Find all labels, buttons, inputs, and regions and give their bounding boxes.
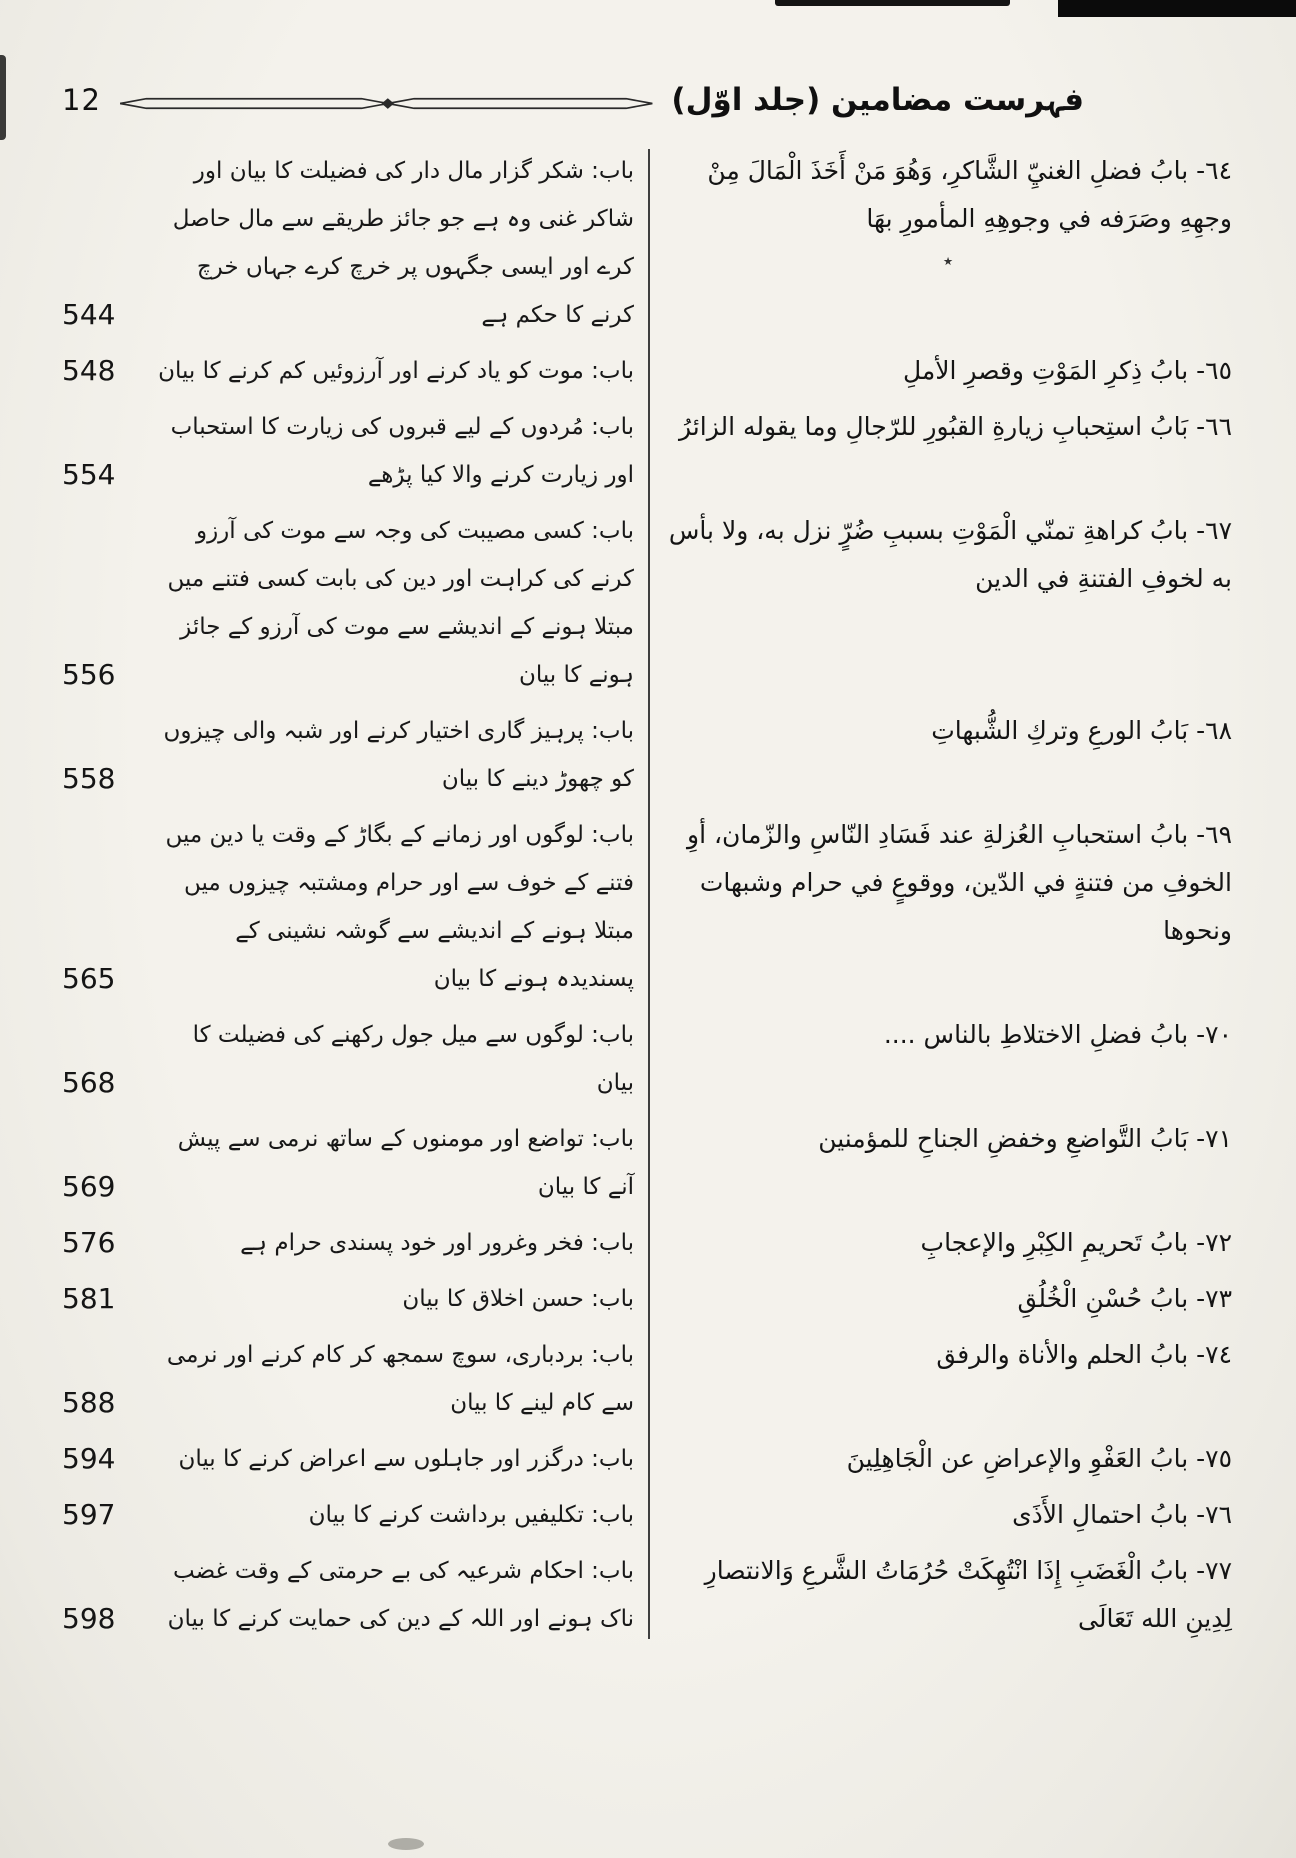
entry-page-number: 598 [62, 1602, 116, 1636]
entry-urdu-cell [56, 811, 648, 1003]
entry-arabic-cell [648, 1331, 1240, 1379]
entry-urdu-cell [56, 707, 648, 803]
entry-arabic-cell [648, 147, 1240, 275]
entry-page-number: 581 [62, 1282, 116, 1316]
entry-arabic-cell [648, 347, 1240, 395]
entry-arabic-cell [648, 1011, 1240, 1059]
header-ornament-rule [117, 95, 656, 112]
entry-arabic-cell [648, 403, 1240, 451]
entry-urdu-text: باب: درگزر اور جاہلوں سے اعراض کرنے کا بیان [178, 1446, 634, 1473]
entry-arabic-cell [648, 1115, 1240, 1163]
entry-urdu-cell [56, 1011, 648, 1107]
entry-urdu-text: باب: احکام شرعیہ کی بے حرمتی کے وقت غضب ناک ہونے اور اللہ کے دین کی حمایت کرنے کا بیان [167, 1558, 634, 1633]
entry-page-number: 548 [62, 354, 116, 388]
asterisk-mark: ٭ [942, 250, 954, 273]
entry-arabic-title: ٦٨- بَابُ الورعِ وتركِ الشُّبهاتِ [931, 716, 1232, 746]
entry-arabic-title: ٦٤- بابُ فضلِ الغنيِّ الشَّاكرِ، وَهُوَ مَنْ أَخَذَ الْمَالَ مِنْ وجهِهِ وصَرَفه في وجوهِهِ المأمورِ بهَا [707, 156, 1232, 234]
entry-arabic-cell [648, 507, 1240, 603]
entry-arabic-title: ٧٢- بابُ تَحريمِ الكِبْرِ والإعجابِ [920, 1228, 1232, 1258]
entry-page-number: 576 [62, 1226, 116, 1260]
entry-urdu-cell [56, 507, 648, 699]
entry-arabic-title: ٧٥- بابُ العَفْوِ والإعراضِ عن الْجَاهِلِينَ [846, 1444, 1232, 1474]
entry-urdu-cell [56, 1115, 648, 1211]
entry-arabic-title: ٦٧- بابُ كراهةِ تمنّي الْمَوْتِ بسببِ ضُرٍّ نزل به، ولا بأس به لخوفِ الفتنةِ في الدين [668, 516, 1232, 594]
entry-urdu-text: باب: لوگوں سے میل جول رکھنے کی فضیلت کا بیان [192, 1022, 634, 1097]
entry-urdu-cell [56, 1435, 648, 1483]
entry-urdu-text: باب: حسن اخلاق کا بیان [402, 1286, 634, 1313]
entry-page-number: 556 [62, 658, 116, 692]
entry-arabic-title: ٧٦- بابُ احتمالِ الأَذَى [1012, 1500, 1232, 1530]
entry-arabic-cell [648, 1275, 1240, 1323]
entry-arabic-cell [648, 1435, 1240, 1483]
entry-arabic-title: ٧٧- بابُ الْغَضَبِ إِذَا انْتُهِكَتْ حُرُمَاتُ الشَّرعِ وَالانتصارِ لِدِينِ الله تَعَالَى [704, 1556, 1232, 1634]
entry-page-number: 544 [62, 298, 116, 332]
entry-arabic-cell [648, 1219, 1240, 1267]
entry-urdu-text: باب: پرہیز گاری اختیار کرنے اور شبہ والی چیزوں کو چھوڑ دینے کا بیان [163, 718, 634, 793]
entry-urdu-cell [56, 1547, 648, 1643]
entry-urdu-cell [56, 147, 648, 339]
entry-urdu-text: باب: مُردوں کے لیے قبروں کی زیارت کا استحباب اور زیارت کرنے والا کیا پڑھے [170, 414, 634, 489]
entry-page-number: 588 [62, 1386, 116, 1420]
entry-arabic-title: ٧٣- بابُ حُسْنِ الْخُلُقِ [1017, 1284, 1232, 1314]
entry-page-number: 597 [62, 1498, 116, 1532]
entry-urdu-cell [56, 1219, 648, 1267]
entry-urdu-text: باب: لوگوں اور زمانے کے بگاڑ کے وقت یا دین میں فتنے کے خوف سے اور حرام ومشتبہ چیزوں میں مبتلا ہونے کے اندیشے سے گوشہ نشینی کے پسندیدہ ہونے کا بیان [165, 822, 634, 993]
entry-arabic-title: ٧٤- بابُ الحلم والأناة والرفق [936, 1340, 1232, 1370]
entry-arabic-cell [648, 1491, 1240, 1539]
entry-arabic-title: ٧٠- بابُ فضلِ الاختلاطِ بالناس .... [883, 1020, 1232, 1050]
entry-urdu-text: باب: موت کو یاد کرنے اور آرزوئیں کم کرنے کا بیان [158, 358, 634, 385]
entry-urdu-text: باب: شکر گزار مال دار کی فضیلت کا بیان اور شاکر غنی وہ ہے جو جائز طریقے سے مال حاصل کرے اور ایسی جگہوں پر خرچ کرے جہاں خرچ کرنے کا حکم ہے [172, 158, 634, 329]
entry-urdu-text: باب: بردباری، سوچ سمجھ کر کام کرنے اور نرمی سے کام لینے کا بیان [166, 1342, 634, 1417]
entry-urdu-text: باب: تکلیفیں برداشت کرنے کا بیان [308, 1502, 634, 1529]
entry-urdu-cell [56, 1491, 648, 1539]
entry-urdu-cell [56, 1275, 648, 1323]
scan-artifact-bottom-smudge [388, 1838, 424, 1850]
entry-page-number: 569 [62, 1170, 116, 1204]
entry-urdu-text: باب: تواضع اور مومنوں کے ساتھ نرمی سے پیش آنے کا بیان [177, 1126, 634, 1201]
entry-urdu-text: باب: فخر وغرور اور خود پسندی حرام ہے [240, 1230, 634, 1257]
entry-arabic-cell [648, 1547, 1240, 1643]
entry-urdu-cell [56, 1331, 648, 1427]
entry-arabic-cell [648, 707, 1240, 755]
entry-page-number: 594 [62, 1442, 116, 1476]
entry-page-number: 565 [62, 962, 116, 996]
page-number: 12 [62, 83, 101, 118]
page-header [0, 0, 1296, 119]
entry-arabic-title: ٦٩- بابُ استحبابِ العُزلةِ عند فَسَادِ النّاسِ والزّمان، أوِ الخوفِ من فتنةٍ في الدّين، ووقوعٍ في حرام وشبهات ونحوها [687, 820, 1232, 946]
column-divider [648, 149, 650, 1639]
entry-arabic-title: ٧١- بَابُ التَّواضعِ وخفضِ الجناحِ للمؤمنين [818, 1124, 1232, 1154]
entry-urdu-cell [56, 347, 648, 395]
entry-page-number: 568 [62, 1066, 116, 1100]
entry-page-number: 558 [62, 762, 116, 796]
table-of-contents [56, 147, 1240, 1643]
entry-arabic-title: ٦٥- بابُ ذِكرِ المَوْتِ وقصرِ الأملِ [902, 356, 1232, 386]
entry-urdu-cell [56, 403, 648, 499]
entry-urdu-text: باب: کسی مصیبت کی وجہ سے موت کی آرزو کرنے کی کراہت اور دین کی بابت کسی فتنے میں مبتلا ہونے کے اندیشے سے موت کی آرزو کے جائز ہونے کا بیان [167, 518, 634, 689]
book-title: فہرست مضامین (جلد اوّل) [671, 82, 1084, 118]
entry-arabic-cell [648, 811, 1240, 955]
entry-arabic-title: ٦٦- بَابُ استِحبابِ زيارةِ القبُورِ للرّجالِ وما يقوله الزائرُ [679, 412, 1232, 442]
entry-page-number: 554 [62, 458, 116, 492]
